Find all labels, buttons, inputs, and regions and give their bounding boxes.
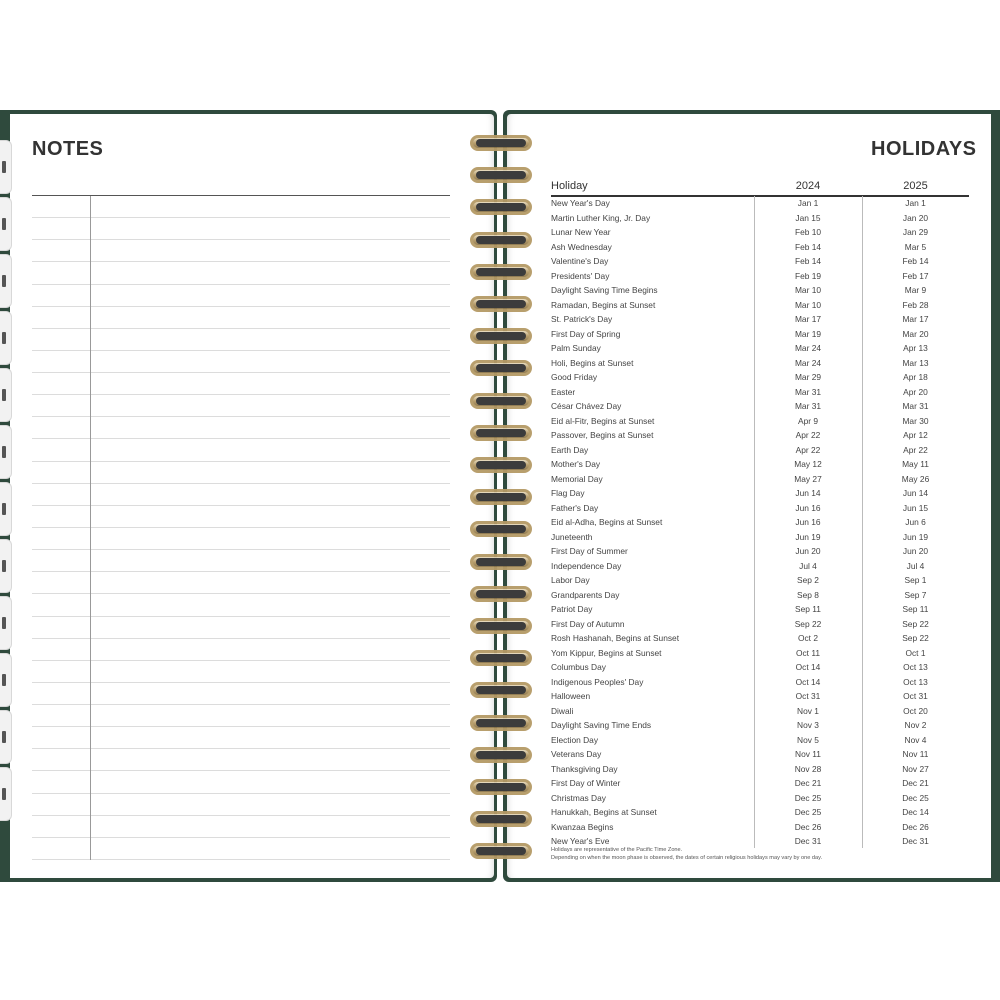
table-row [551,283,969,298]
table-row [551,385,969,400]
holiday-name: First Day of Summer [551,546,628,556]
holiday-date-2025: Mar 30 [902,415,929,426]
holiday-name: Eid al-Adha, Begins at Sunset [551,517,663,527]
holiday-date-2024: Jun 16 [795,517,821,527]
spiral-ring [466,454,536,476]
holiday-name: Daylight Saving Time Ends [551,720,652,730]
holiday-date-2025: Jun 14 [902,488,929,498]
notes-rule-line [32,261,450,262]
holiday-name: St. Patrick's Day [551,314,613,324]
table-row [551,733,969,748]
spiral-ring [466,744,536,766]
holiday-name: César Chávez Day [551,401,622,411]
holiday-date-2024: May 27 [794,473,822,484]
holiday-date-2025: Nov 4 [904,734,927,745]
holiday-date-2025: Nov 2 [904,720,927,730]
table-row [551,414,969,429]
holiday-date-2025: Nov 27 [902,763,929,774]
holiday-name: Ramadan, Begins at Sunset [551,299,656,310]
holiday-name: Mother's Day [551,459,601,469]
holiday-date-2025: Jun 15 [902,502,929,513]
spiral-ring [466,357,536,379]
holiday-date-2024: Oct 14 [795,662,821,672]
holiday-date-2024: Jun 20 [795,546,821,556]
holiday-name: Holi, Begins at Sunset [551,357,634,368]
table-row [551,225,969,240]
notes-rule-line [32,571,450,572]
notes-rule-line [32,461,450,462]
holiday-date-2025: Sep 22 [902,633,929,643]
holiday-name: Palm Sunday [551,343,601,353]
holiday-date-2025: Feb 28 [902,299,929,310]
holiday-date-2025: Dec 14 [902,807,929,817]
spiral-ring [466,422,536,444]
holiday-date-2024: Feb 14 [794,256,822,266]
spiral-ring [466,325,536,347]
month-tab[interactable] [0,653,12,707]
holiday-date-2025: Mar 5 [904,241,927,252]
holiday-date-2024: Oct 31 [795,691,821,701]
holiday-name: Kwanzaa Begins [551,821,614,832]
holiday-name: First Day of Autumn [551,618,625,629]
holiday-date-2024: Apr 22 [795,444,821,455]
table-row [551,472,969,487]
month-tab[interactable] [0,596,12,650]
holiday-name: Memorial Day [551,473,603,484]
holiday-date-2024: Dec 21 [794,778,822,788]
holiday-date-2024: Jan 15 [795,212,821,223]
spiral-ring [466,712,536,734]
holiday-date-2024: Sep 2 [797,575,819,585]
holiday-date-2024: Mar 24 [794,357,822,368]
month-tabs [0,140,12,860]
holiday-name: Halloween [551,691,591,701]
notes-rule-line [32,859,450,860]
holiday-date-2024: Oct 14 [795,676,821,687]
table-row [551,588,969,603]
holiday-date-2025: Jun 6 [905,517,926,527]
holiday-date-2025: Mar 13 [902,357,929,368]
table-row [551,341,969,356]
notes-rule-line [32,505,450,506]
table-row [551,660,969,675]
table-row [551,544,969,559]
header-2025: 2025 [903,180,928,192]
holiday-date-2024: Jun 19 [795,531,821,542]
holiday-name: Valentine's Day [551,256,609,266]
holiday-date-2025: Oct 20 [903,705,928,716]
holiday-date-2025: Feb 17 [902,270,929,281]
holidays-table-header [551,178,969,196]
spiral-ring [466,486,536,508]
holiday-date-2025: May 26 [901,473,930,484]
holiday-date-2025: Apr 18 [903,372,928,382]
spiral-ring [466,840,536,862]
holiday-date-2024: Mar 10 [794,285,822,295]
notes-rule-line [32,394,450,395]
holiday-date-2024: Nov 3 [797,720,819,730]
holiday-date-2024: Feb 19 [794,270,822,281]
table-row [551,689,969,704]
month-tab[interactable] [0,539,12,593]
holiday-date-2025: Jan 29 [902,227,929,237]
holiday-date-2025: Dec 26 [902,821,929,832]
notes-rule-line [32,328,450,329]
table-row [551,312,969,327]
holidays-rows [551,196,969,849]
month-tab[interactable] [0,368,12,422]
notes-margin-line [90,196,91,860]
holiday-date-2024: Jan 1 [797,198,819,208]
holiday-date-2025: Apr 13 [903,343,928,353]
holiday-date-2024: Nov 5 [797,734,819,745]
spiral-ring [466,808,536,830]
holiday-name: Diwali [551,705,574,716]
table-row [551,269,969,284]
holiday-date-2025: Oct 1 [905,647,926,658]
holiday-name: Flag Day [551,488,585,498]
holiday-name: Hanukkah, Begins at Sunset [551,807,657,817]
spiral-ring [466,196,536,218]
holiday-date-2025: Jun 19 [902,531,929,542]
holiday-date-2025: Mar 31 [902,401,929,411]
spiral-ring [466,776,536,798]
holiday-name: Independence Day [551,560,622,571]
holiday-date-2024: Jun 16 [795,502,821,513]
holiday-date-2024: Nov 11 [795,749,821,759]
holiday-name: Christmas Day [551,792,606,803]
holiday-date-2025: Dec 25 [902,792,929,803]
table-row [551,762,969,777]
holiday-date-2024: Dec 31 [794,836,822,846]
notes-rule-line [32,372,450,373]
holiday-name: Lunar New Year [551,227,611,237]
footnote-line-1: Holidays are representative of the Pacific Time Zone. [551,847,683,853]
holiday-date-2025: Mar 9 [904,285,927,295]
holiday-date-2024: Mar 29 [794,372,822,382]
holiday-date-2024: Feb 10 [794,227,822,237]
table-row [551,486,969,501]
holiday-name: Martin Luther King, Jr. Day [551,212,651,223]
table-row [551,240,969,255]
holiday-name: Juneteenth [551,531,593,542]
table-row [551,457,969,472]
holiday-name: Earth Day [551,444,589,455]
holiday-name: Presidents' Day [551,270,610,281]
holiday-name: Veterans Day [551,749,602,759]
month-tab[interactable] [0,767,12,821]
holiday-date-2025: Jan 1 [905,198,926,208]
spiral-ring [466,132,536,154]
notes-rule-line [32,549,450,550]
spiral-ring [466,261,536,283]
table-row [551,602,969,617]
holiday-date-2025: Dec 21 [902,778,929,788]
holiday-date-2024: Mar 24 [794,343,822,353]
table-row [551,631,969,646]
table-row [551,501,969,516]
holiday-date-2025: Apr 20 [903,386,928,397]
table-row [551,617,969,632]
table-row [551,298,969,313]
holidays-footnote [551,846,971,862]
holiday-name: Indigenous Peoples' Day [551,676,644,687]
holiday-date-2024: Oct 11 [795,647,821,658]
table-row [551,254,969,269]
holiday-name: Good Friday [551,372,598,382]
notes-rule-line [32,793,450,794]
holiday-date-2024: Mar 31 [794,401,822,411]
holiday-date-2025: Sep 11 [902,604,929,614]
table-row [551,515,969,530]
notes-rule-line [32,416,450,417]
holiday-date-2024: Dec 25 [794,792,822,803]
holiday-date-2025: Mar 17 [902,314,929,324]
spiral-ring [466,551,536,573]
holidays-title: HOLIDAYS [871,138,977,160]
holiday-name: Father's Day [551,502,599,513]
table-row [551,820,969,835]
holiday-date-2025: Jan 20 [902,212,929,223]
holiday-date-2024: Sep 22 [794,618,822,629]
notes-rule-line [32,438,450,439]
holiday-date-2025: Oct 13 [903,662,928,672]
holiday-date-2024: Mar 17 [794,314,822,324]
holiday-name: Eid al-Fitr, Begins at Sunset [551,415,655,426]
holiday-date-2024: Dec 25 [794,807,822,817]
holiday-date-2025: Jul 4 [906,560,925,571]
holiday-date-2025: Apr 22 [903,444,928,455]
notes-rule-line [32,660,450,661]
spiral-ring [466,229,536,251]
table-row [551,211,969,226]
table-row [551,646,969,661]
table-row [551,747,969,762]
holiday-name: Labor Day [551,575,590,585]
notes-rule-line [32,350,450,351]
holiday-date-2025: Sep 7 [904,589,927,600]
header-2024: 2024 [795,180,821,192]
holiday-date-2024: Nov 28 [794,763,822,774]
holiday-name: Columbus Day [551,662,606,672]
table-row [551,428,969,443]
holiday-name: Patriot Day [551,604,593,614]
table-row [551,704,969,719]
holiday-date-2025: Feb 14 [902,256,929,266]
table-row [551,327,969,342]
holiday-date-2025: Apr 12 [903,430,928,440]
holiday-date-2024: Sep 8 [797,589,819,600]
holiday-name: Easter [551,386,576,397]
month-tab[interactable] [0,197,12,251]
notes-rule-line [32,638,450,639]
holiday-name: Daylight Saving Time Begins [551,285,658,295]
holiday-name: Rosh Hashanah, Begins at Sunset [551,633,680,643]
holiday-name: New Year's Day [551,198,610,208]
holiday-date-2025: Sep 22 [902,618,929,629]
holiday-name: Thanksgiving Day [551,763,618,774]
holiday-date-2025: Oct 31 [903,691,928,701]
footnote-line-2: Depending on when the moon phase is observed, the dates of certain religious holidays may vary by one day. [551,855,823,861]
holiday-name: First Day of Winter [551,778,621,788]
month-tab[interactable] [0,425,12,479]
holiday-date-2025: Mar 20 [902,328,929,339]
holiday-date-2024: May 12 [794,459,822,469]
spiral-ring [466,615,536,637]
holiday-date-2024: Dec 26 [794,821,822,832]
holiday-date-2025: Oct 13 [903,676,928,687]
spiral-ring [466,583,536,605]
table-row [551,399,969,414]
notes-rule-line [32,527,450,528]
table-row [551,356,969,371]
holiday-date-2025: Jun 20 [902,546,929,556]
notes-rule-line [32,483,450,484]
notes-rule-line [32,726,450,727]
notes-rule-line [32,748,450,749]
month-tab[interactable] [0,710,12,764]
table-row [551,675,969,690]
table-row [551,530,969,545]
holiday-date-2024: Mar 31 [794,386,822,397]
month-tab[interactable] [0,140,12,194]
holiday-date-2024: Sep 11 [795,604,821,614]
notes-rule-line [32,239,450,240]
holiday-name: Election Day [551,734,599,745]
holiday-date-2024: Jul 4 [799,560,817,571]
header-holiday: Holiday [551,180,588,192]
month-tab[interactable] [0,311,12,365]
holiday-date-2024: Feb 14 [794,241,822,252]
spiral-ring [466,518,536,540]
holiday-date-2024: Apr 22 [795,430,821,440]
notes-rule-line [32,616,450,617]
holiday-date-2024: Nov 1 [797,705,819,716]
holiday-name: Yom Kippur, Begins at Sunset [551,647,662,658]
spiral-ring [466,679,536,701]
holiday-date-2024: Jun 14 [795,488,821,498]
table-row [551,776,969,791]
holiday-date-2024: Oct 2 [797,633,818,643]
notes-rule-line [32,284,450,285]
month-tab[interactable] [0,482,12,536]
notes-title: NOTES [32,138,104,160]
table-row [551,196,969,211]
table-row [551,443,969,458]
table-row [551,559,969,574]
spiral-ring [466,647,536,669]
holidays-table [551,178,969,846]
holiday-date-2025: May 11 [902,459,929,469]
notes-rule-line [32,770,450,771]
holiday-date-2024: Mar 19 [794,328,822,339]
table-row [551,370,969,385]
notes-lines [32,196,450,860]
holiday-date-2025: Sep 1 [904,575,927,585]
month-tab[interactable] [0,254,12,308]
spiral-binding [466,132,536,872]
table-row [551,791,969,806]
holiday-date-2024: Mar 10 [794,299,822,310]
notes-rule-line [32,815,450,816]
holiday-date-2025: Dec 31 [902,836,929,846]
spiral-ring [466,390,536,412]
holiday-date-2025: Nov 11 [902,749,929,759]
holiday-name: Passover, Begins at Sunset [551,430,654,440]
holiday-name: First Day of Spring [551,328,621,339]
spiral-ring [466,164,536,186]
holiday-date-2024: Apr 9 [797,415,819,426]
notes-rule-line [32,217,450,218]
notes-rule-line [32,306,450,307]
holiday-name: New Year's Eve [551,836,610,846]
notes-rule-line [32,837,450,838]
notes-rule-line [32,593,450,594]
table-row [551,718,969,733]
holiday-name: Grandparents Day [551,589,620,600]
holiday-name: Ash Wednesday [551,241,612,252]
notes-rule-line [32,704,450,705]
table-row [551,805,969,820]
table-row [551,573,969,588]
notes-rule-line [32,682,450,683]
spiral-ring [466,293,536,315]
